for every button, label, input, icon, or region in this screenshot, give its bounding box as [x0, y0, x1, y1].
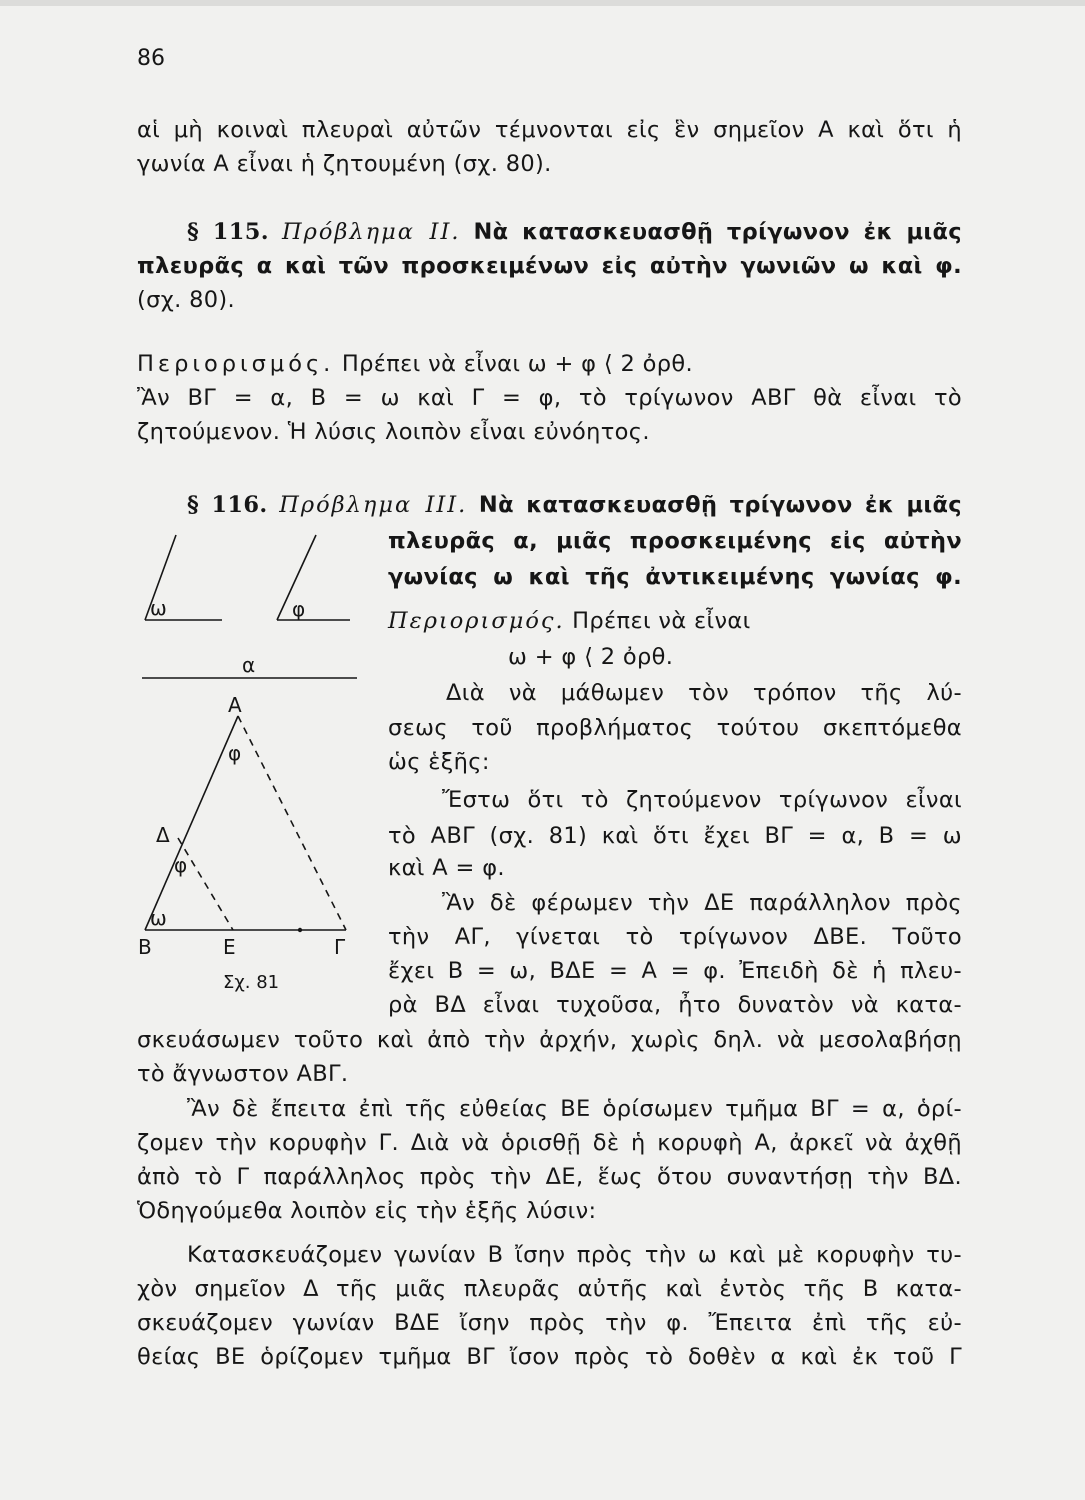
text-line: ω + φ ⟨ 2 ὀρθ.: [508, 644, 674, 670]
label-A: Α: [228, 693, 242, 717]
text-line: Ἔστω ὅτι τὸ ζητούμενον τρίγωνον εἶναι: [442, 787, 962, 813]
constraint-line: [388, 604, 962, 638]
constraint-label: Περιορισμός.: [388, 608, 565, 634]
label-phi: φ: [292, 597, 306, 621]
text-line: χὸν σημεῖον Δ τῆς μιᾶς πλευρᾶς αὐτῆς καὶ ἐντὸς τῆς Β κατα-: [137, 1276, 962, 1302]
constraint-line: [137, 347, 962, 381]
text-line: αἱ μὴ κοιναὶ πλευραὶ αὐτῶν τέμνονται εἰς ἓν σημεῖον Α καὶ ὅτι ἡ: [137, 117, 962, 143]
problem-statement: Νὰ κατασκευασθῇ τρίγωνον ἐκ μιᾶς: [473, 219, 962, 245]
text-line: Ἂν δὲ ἔπειτα ἐπὶ τῆς εὐθείας ΒΕ ὁρίσωμεν τμῆμα ΒΓ = α, ὁρί-: [187, 1096, 962, 1122]
label-phi-at-D: φ: [174, 853, 188, 877]
label-omega-at-B: ω: [150, 906, 167, 930]
section-number: § 115.: [187, 219, 269, 245]
section-116-heading: [187, 488, 962, 522]
label-G: Γ: [334, 935, 346, 959]
side-AG: [238, 716, 346, 930]
text-line: γωνίας ω καὶ τῆς ἀντικειμένης γωνίας φ.: [388, 564, 962, 590]
text-line: σεως τοῦ προβλήματος τούτου σκεπτόμεθα: [388, 715, 962, 741]
text-line: τὸ ΑΒΓ (σχ. 81) καὶ ὅτι ἔχει ΒΓ = α, Β = ω: [388, 823, 962, 849]
text-line: γωνία Α εἶναι ἡ ζητουμένη (σχ. 80).: [137, 151, 552, 177]
figure-caption: Σχ. 81: [223, 972, 280, 993]
page-number: 86: [137, 46, 165, 71]
problem-title: Πρόβλημα III.: [279, 492, 468, 518]
text-line: τὴν ΑΓ, γίνεται τὸ τρίγωνον ΔΒΕ. Τοῦτο: [388, 924, 962, 950]
text-line: σκευάσωμεν τοῦτο καὶ ἀπὸ τὴν ἀρχήν, χωρὶς δηλ. νὰ μεσολαβήσῃ: [137, 1027, 962, 1053]
label-a: α: [242, 653, 256, 677]
text-line: πλευρᾶς α, μιᾶς προσκειμένης εἰς αὐτὴν: [388, 528, 962, 554]
label-E: Ε: [223, 935, 236, 959]
text-line: θείας ΒΕ ὁρίζομεν τμῆμα ΒΓ ἴσον πρὸς τὸ δοθὲν α καὶ ἐκ τοῦ Γ: [137, 1344, 962, 1370]
text-line: πλευρᾶς α καὶ τῶν προσκειμένων εἰς αὐτὴν γωνιῶν ω καὶ φ.: [137, 253, 962, 279]
constraint-text: Πρέπει νὰ εἶναι ω + φ ⟨ 2 ὀρθ.: [341, 351, 694, 377]
label-B: Β: [138, 935, 152, 959]
problem-statement: Νὰ κατασκευασθῇ τρίγωνον ἐκ μιᾶς: [478, 492, 962, 518]
text-line: Ἂν ΒΓ = α, Β = ω καὶ Γ = φ, τὸ τρίγωνον ΑΒΓ θὰ εἶναι τὸ: [137, 385, 962, 411]
text-line: (σχ. 80).: [137, 287, 236, 313]
text-line: ρὰ ΒΔ εἶναι τυχοῦσα, ἦτο δυνατὸν νὰ κατα-: [388, 992, 962, 1018]
text-line: ὡς ἑξῆς:: [388, 749, 490, 775]
text-line: καὶ Α = φ.: [388, 855, 505, 881]
label-D: Δ: [156, 823, 170, 847]
text-line: Ἂν δὲ φέρωμεν τὴν ΔΕ παράλληλον πρὸς: [442, 890, 962, 916]
problem-title: Πρόβλημα II.: [281, 219, 461, 245]
text-line: ζομεν τὴν κορυφὴν Γ. Διὰ νὰ ὁρισθῇ δὲ ἡ κορυφὴ Α, ἀρκεῖ νὰ ἀχθῇ: [137, 1130, 962, 1156]
text-line: τὸ ἄγνωστον ΑΒΓ.: [137, 1061, 349, 1087]
text-line: ἔχει Β = ω, ΒΔΕ = Α = φ. Ἐπειδὴ δὲ ἡ πλευ-: [388, 958, 962, 984]
constraint-text: Πρέπει νὰ εἶναι: [572, 608, 751, 634]
text-line: σκευάζομεν γωνίαν ΒΔΕ ἴσην πρὸς τὴν φ. Ἔπειτα ἐπὶ τῆς εὐ-: [137, 1310, 962, 1336]
section-number: § 116.: [187, 492, 268, 518]
page-edge: [0, 0, 1085, 6]
point-dot: [298, 928, 302, 932]
constraint-label: Περιορισμός.: [137, 351, 335, 377]
label-omega: ω: [150, 596, 167, 620]
figure-81: [130, 520, 375, 1000]
text-line: ἀπὸ τὸ Γ παράλληλος πρὸς τὴν ΔΕ, ἕως ὅτου συναντήσῃ τὴν ΒΔ.: [137, 1164, 962, 1190]
text-line: Διὰ νὰ μάθωμεν τὸν τρόπον τῆς λύ-: [446, 680, 962, 706]
text-line: Ὁδηγούμεθα λοιπὸν εἰς τὴν ἑξῆς λύσιν:: [137, 1198, 597, 1224]
segment-DE: [178, 838, 233, 930]
text-line: ζητούμενον. Ἡ λύσις λοιπὸν εἶναι εὐνόητος.: [137, 419, 650, 445]
section-115-heading: [187, 215, 962, 249]
text-line: Κατασκευάζομεν γωνίαν Β ἴσην πρὸς τὴν ω καὶ μὲ κορυφὴν τυ-: [187, 1242, 962, 1268]
label-phi-at-A: φ: [228, 741, 242, 765]
